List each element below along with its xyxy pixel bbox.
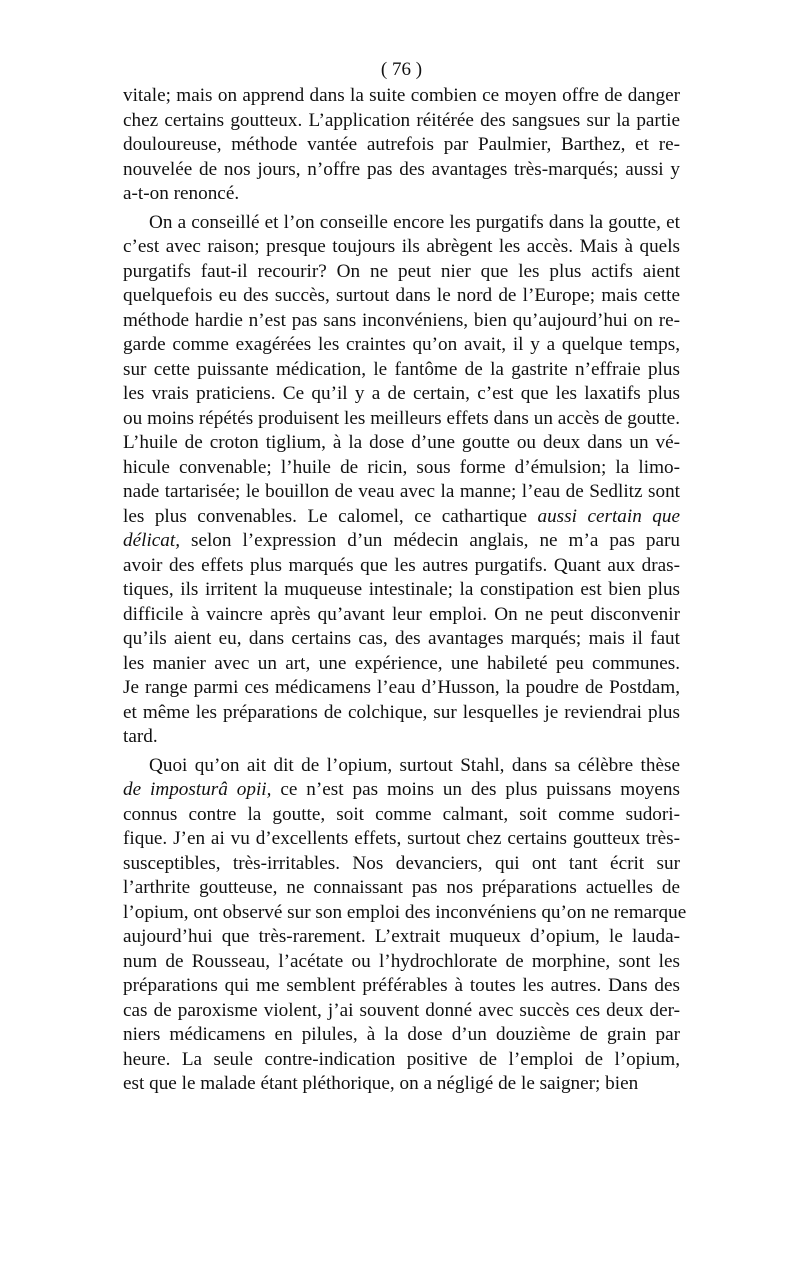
- paragraph: [123, 211, 680, 750]
- text-line: qu’ils aient eu, dans certains cas, des avantages marqués; mais il faut: [123, 628, 680, 649]
- text-line: num de Rousseau, l’acétate ou l’hydrochlorate de morphine, sont les: [123, 950, 680, 972]
- text-line: c’est avec raison; presque toujours ils abrègent les accès. Mais à quels: [123, 236, 680, 257]
- paragraph: [123, 754, 687, 1097]
- italic-phrase: de imposturâ opii,: [123, 779, 272, 800]
- text-line: l’opium, ont observé sur son emploi des inconvéniens qu’on ne remarque: [123, 901, 687, 923]
- text-line: nade tartarisée; le bouillon de veau avec la manne; l’eau de Sedlitz sont: [123, 481, 680, 502]
- paragraph: [123, 84, 680, 207]
- text-line: douloureuse, méthode vantée autrefois par Paulmier, Barthez, et re-: [123, 134, 680, 155]
- text-line: les vrais praticiens. Ce qu’il y a de certain, c’est que les laxatifs plus: [123, 383, 680, 404]
- text-line: heure. La seule contre-indication positive de l’emploi de l’opium,: [123, 1048, 680, 1070]
- body-text: [123, 84, 687, 1097]
- text-line: Je range parmi ces médicamens l’eau d’Husson, la poudre de Postdam,: [123, 677, 680, 698]
- text-line: chez certains goutteux. L’application réitérée des sangsues sur la partie: [123, 109, 680, 131]
- text-line: et même les préparations de colchique, sur lesquelles je reviendrai plus: [123, 701, 680, 723]
- text-line: susceptibles, très-irritables. Nos devanciers, qui ont tant écrit sur: [123, 852, 680, 874]
- text-line: Quoi qu’on ait dit de l’opium, surtout Stahl, dans sa célèbre thèse: [149, 754, 680, 776]
- text-line: purgatifs faut-il recourir? On ne peut nier que les plus actifs aient: [123, 260, 680, 282]
- text-line: préparations qui me semblent préférables à toutes les autres. Dans des: [123, 975, 680, 996]
- text-line: L’huile de croton tiglium, à la dose d’une goutte ou deux dans un vé-: [123, 432, 680, 453]
- text-line: niers médicamens en pilules, à la dose d’un douzième de grain par: [123, 1024, 680, 1045]
- text-line: l’arthrite goutteuse, ne connaissant pas nos préparations actuelles de: [123, 877, 680, 898]
- text-line: tard.: [123, 726, 158, 747]
- italic-phrase: délicat,: [123, 530, 181, 551]
- text-line: ou moins répétés produisent les meilleurs effets dans un accès de goutte.: [123, 407, 680, 429]
- book-page: [123, 58, 687, 1097]
- text-line: hicule convenable; l’huile de ricin, sous forme d’émulsion; la limo-: [123, 456, 680, 478]
- text-line: On a conseillé et l’on conseille encore les purgatifs dans la goutte, et: [149, 211, 680, 233]
- text-line: nouvelée de nos jours, n’offre pas des avantages très-marqués; aussi y: [123, 158, 680, 180]
- text-line: les plus convenables. Le calomel, ce cathartique aussi certain que: [123, 505, 680, 527]
- text-line: de imposturâ opii, ce n’est pas moins un des plus puissans moyens: [123, 779, 680, 800]
- text-line: cas de paroxisme violent, j’ai souvent donné avec succès ces deux der-: [123, 999, 680, 1021]
- text-line: vitale; mais on apprend dans la suite combien ce moyen offre de danger: [123, 85, 680, 106]
- text-line: tiques, ils irritent la muqueuse intestinale; la constipation est bien plus: [123, 579, 680, 600]
- italic-phrase: aussi certain que: [537, 505, 680, 527]
- text-line: méthode hardie n’est pas sans inconvéniens, bien qu’aujourd’hui on re-: [123, 309, 680, 331]
- text-line: difficile à vaincre après qu’avant leur emploi. On ne peut disconvenir: [123, 603, 680, 625]
- text-line: sur cette puissante médication, le fantôme de la gastrite n’effraie plus: [123, 358, 680, 380]
- text-line: connus contre la goutte, soit comme calmant, soit comme sudori-: [123, 803, 680, 825]
- text-line: est que le malade étant pléthorique, on a négligé de le saigner; bien: [123, 1073, 639, 1094]
- text-line: fique. J’en ai vu d’excellents effets, surtout chez certains goutteux très-: [123, 828, 680, 849]
- text-line: délicat, selon l’expression d’un médecin anglais, ne m’a pas paru: [123, 530, 680, 551]
- text-line: les manier avec un art, une expérience, une habileté peu communes.: [123, 652, 680, 674]
- text-line: a-t-on renoncé.: [123, 183, 240, 204]
- page-number: ( 76 ): [380, 59, 423, 80]
- text-line: aujourd’hui que très-rarement. L’extrait muqueux d’opium, le lauda-: [123, 926, 680, 947]
- text-line: quelquefois eu des succès, surtout dans le nord de l’Europe; mais cette: [123, 285, 680, 306]
- text-line: avoir des effets plus marqués que les autres purgatifs. Quant aux dras-: [123, 554, 680, 576]
- text-line: garde comme exagérées les craintes qu’on avait, il y a quelque temps,: [123, 334, 680, 355]
